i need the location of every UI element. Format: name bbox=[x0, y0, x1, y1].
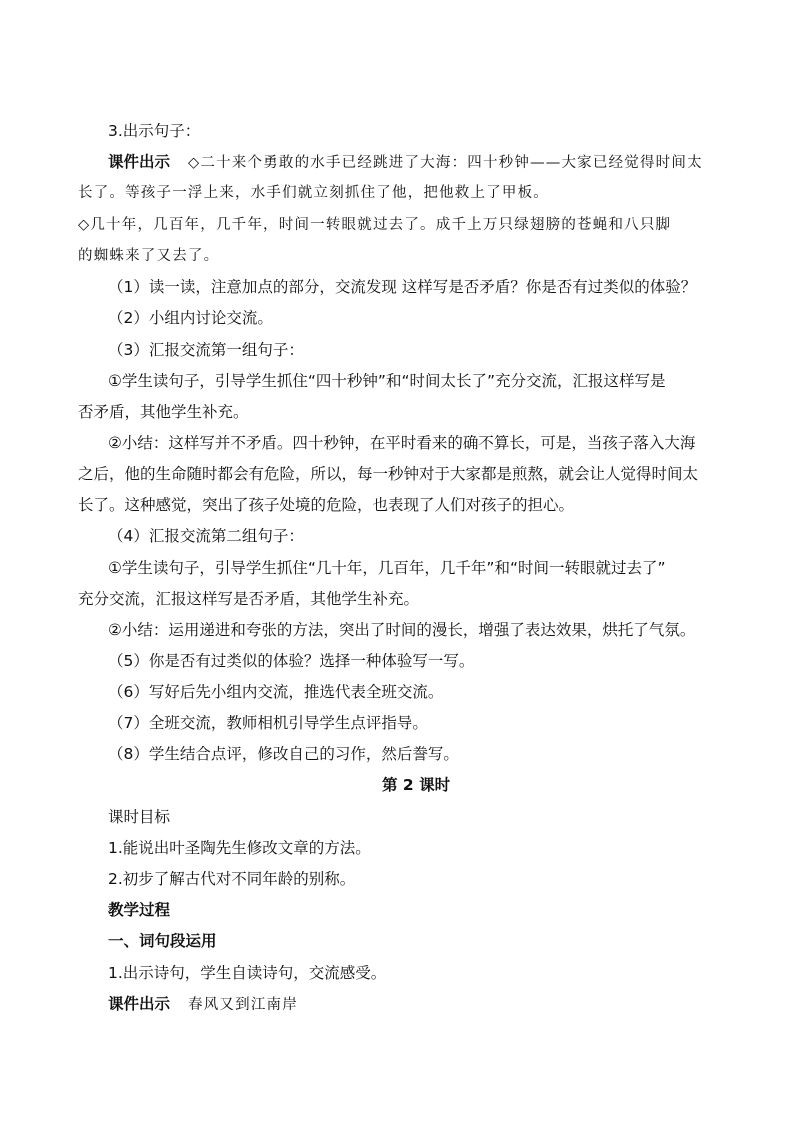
quoted-sentence: ◇二十来个勇敢的水手已经跳进了大海：四十秒钟——大家已经觉得时间太 bbox=[188, 155, 703, 171]
teaching-process-title: 教学过程 bbox=[108, 901, 171, 919]
lesson-heading: 第 2 课时 bbox=[382, 776, 451, 794]
step-item-3: （3）汇报交流第一组句子： bbox=[108, 341, 304, 359]
process-item: 1.出示诗句，学生自读诗句，交流感受。 bbox=[108, 964, 387, 982]
courseware-label: 课件出示 bbox=[108, 995, 171, 1013]
step-item-4: （4）汇报交流第二组句子： bbox=[108, 527, 304, 545]
courseware-sentence-line-4: 的蜘蛛来了又去了。 bbox=[78, 248, 220, 264]
step-item-7: （7）全班交流，教师相机引导学生点评指导。 bbox=[108, 714, 428, 732]
step-item-2: （2）小组内讨论交流。 bbox=[108, 309, 273, 327]
goal-item: 1.能说出叶圣陶先生修改文章的方法。 bbox=[108, 839, 371, 857]
step-item-1: （1）读一读，注意加点的部分，交流发现 这样写是否矛盾？你是否有过类似的体验？ bbox=[108, 278, 697, 296]
step-item-8: （8）学生结合点评，修改自己的习作，然后誊写。 bbox=[108, 745, 459, 763]
courseware-sentence-line-1 bbox=[108, 151, 703, 174]
paragraph-line: 长了。这种感觉，突出了孩子处境的危险，也表现了人们对孩子的担心。 bbox=[78, 496, 575, 514]
paragraph-line: 充分交流，汇报这样写是否矛盾，其他学生补充。 bbox=[78, 590, 420, 608]
paragraph-line: 否矛盾，其他学生补充。 bbox=[78, 403, 249, 421]
paragraph-line: ②小结：运用递进和夸张的方法，突出了时间的漫长，增强了表达效果，烘托了气氛。 bbox=[108, 621, 696, 639]
courseware-sentence-line-2: 长了。等孩子一浮上来，水手们就立刻抓住了他，把他救上了甲板。 bbox=[78, 185, 549, 201]
courseware-label: 课件出示 bbox=[108, 153, 171, 171]
paragraph-line: 之后，他的生命随时都会有危险，所以，每一秒钟对于大家都是煎熬，就会让人觉得时间太 bbox=[78, 465, 699, 483]
goal-item: 2.初步了解古代对不同年龄的别称。 bbox=[108, 870, 356, 888]
paragraph-line: ①学生读句子，引导学生抓住“几十年，几百年，几千年”和“时间一转眼就过去了” bbox=[108, 559, 666, 577]
step-item-5: （5）你是否有过类似的体验？选择一种体验写一写。 bbox=[108, 652, 475, 670]
lesson-goals-title: 课时目标 bbox=[108, 808, 171, 826]
paragraph-line: ②小结：这样写并不矛盾。四十秒钟，在平时看来的确不算长，可是，当孩子落入大海 bbox=[108, 434, 696, 452]
poem-text: 春风又到江南岸 bbox=[188, 997, 298, 1013]
paragraph-line: ①学生读句子，引导学生抓住“四十秒钟”和“时间太长了”充分交流，汇报这样写是 bbox=[108, 372, 666, 390]
step-item-6: （6）写好后先小组内交流，推选代表全班交流。 bbox=[108, 683, 444, 701]
section-title: 一、词句段运用 bbox=[108, 932, 217, 950]
step-heading: 3.出示句子： bbox=[108, 122, 201, 140]
courseware-sentence-line-3: ◇几十年，几百年，几千年，时间一转眼就过去了。成千上万只绿翅膀的苍蝇和八只脚 bbox=[78, 217, 672, 233]
courseware-poem-line bbox=[108, 993, 298, 1016]
